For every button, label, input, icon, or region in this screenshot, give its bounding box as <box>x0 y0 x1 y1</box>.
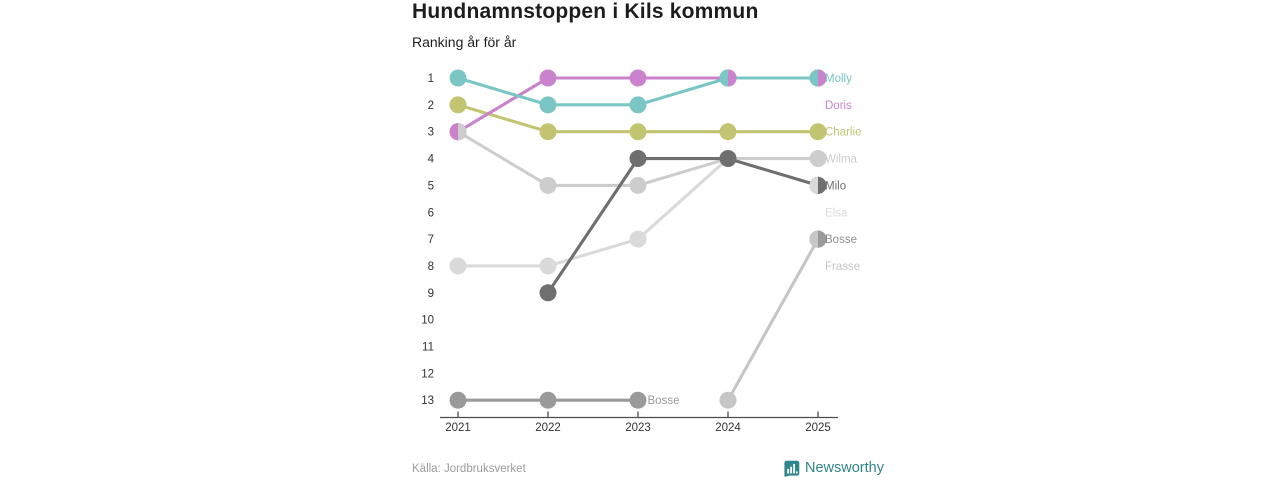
series-line-elsa <box>458 159 818 266</box>
series-line-milo <box>548 159 818 293</box>
series-line-frasse <box>728 239 818 400</box>
series-point-bosse-2023 <box>630 392 647 409</box>
series-point-charlie-2024 <box>720 123 737 140</box>
series-point-doris-2023 <box>630 70 647 87</box>
tie-marker-right-2024-1 <box>728 70 737 87</box>
x-axis-tick-label: 2023 <box>625 422 651 434</box>
series-point-milo-2022 <box>540 284 557 301</box>
y-axis-tick-label: 9 <box>427 287 434 300</box>
series-point-molly-2023 <box>630 96 647 113</box>
chart-subtitle: Ranking år för år <box>412 34 517 50</box>
series-point-wilma-2023 <box>630 177 647 194</box>
series-end-label-elsa: Elsa <box>825 207 848 220</box>
series-point-milo-2023 <box>630 150 647 167</box>
series-end-label-molly: Molly <box>825 73 852 85</box>
series-point-charlie-2022 <box>540 123 557 140</box>
series-point-frasse-2024 <box>720 392 737 409</box>
y-axis-tick-label: 3 <box>427 126 434 139</box>
series-point-elsa-2023 <box>630 231 647 248</box>
series-point-bosse-2021 <box>450 392 467 409</box>
source-note: Källa: Jordbruksverket <box>412 463 526 475</box>
series-point-molly-2021 <box>450 70 467 87</box>
y-axis-tick-label: 11 <box>422 341 434 354</box>
newsworthy-brand-name: Newsworthy <box>805 460 884 476</box>
series-point-milo-2024 <box>720 150 737 167</box>
y-axis-tick-label: 5 <box>427 180 434 193</box>
series-point-wilma-2022 <box>540 177 557 194</box>
series-point-charlie-2023 <box>630 123 647 140</box>
y-axis-tick-label: 6 <box>427 207 434 220</box>
series-end-label-milo: Milo <box>825 180 847 193</box>
series-inline-label-bosse: Bosse <box>647 395 680 408</box>
y-axis-tick-label: 1 <box>427 73 434 85</box>
y-axis-tick-label: 10 <box>421 314 434 327</box>
series-point-elsa-2022 <box>540 257 557 274</box>
series-point-elsa-2021 <box>450 257 467 274</box>
series-end-label-charlie: Charlie <box>825 126 862 139</box>
y-axis-tick-label: 13 <box>421 395 434 408</box>
x-axis-tick-label: 2024 <box>715 422 741 434</box>
series-point-molly-2022 <box>540 96 557 113</box>
series-point-bosse-2022 <box>540 392 557 409</box>
newsworthy-brand[interactable] <box>783 459 884 477</box>
series-end-label-doris: Doris <box>825 99 852 112</box>
y-axis-tick-label: 4 <box>427 153 434 166</box>
x-axis-tick-label: 2022 <box>535 422 561 434</box>
y-axis-tick-label: 7 <box>427 234 434 247</box>
series-point-wilma-2025 <box>810 150 827 167</box>
series-end-label-bosse: Bosse <box>825 234 857 247</box>
chart-title: Hundnamnstoppen i Kils kommun <box>412 0 759 23</box>
series-point-charlie-2025 <box>810 123 827 140</box>
series-point-doris-2022 <box>540 70 557 87</box>
series-end-label-frasse: Frasse <box>825 260 861 273</box>
y-axis-tick-label: 2 <box>427 99 434 112</box>
newsworthy-logo-icon <box>783 460 800 477</box>
series-point-charlie-2021 <box>450 96 467 113</box>
x-axis-tick-label: 2025 <box>805 422 831 434</box>
y-axis-tick-label: 8 <box>427 260 434 273</box>
y-axis-tick-label: 12 <box>421 368 434 381</box>
series-end-label-wilma: Wilma <box>825 153 857 166</box>
x-axis-tick-label: 2021 <box>445 422 471 434</box>
